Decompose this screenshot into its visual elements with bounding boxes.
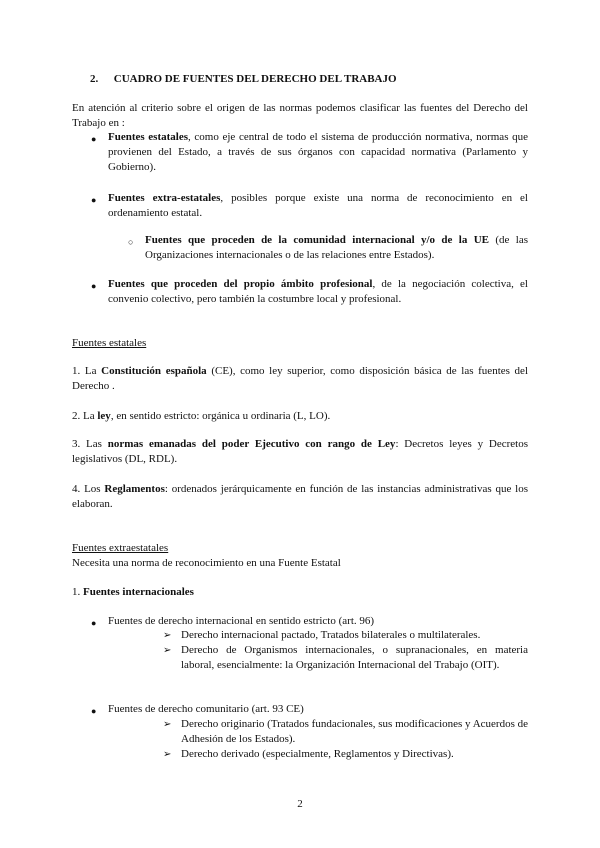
bullet-icon: ● (91, 706, 97, 716)
circle-bullet-icon: ○ (128, 237, 134, 247)
bullet-icon: ● (91, 618, 97, 628)
bullet-icon: ● (91, 281, 97, 291)
fuentes-extraestatales-subtitle: Necesita una norma de reconocimiento en una Fuente Estatal (72, 557, 341, 569)
bullet-text: (de las Organizaciones internacionales o de las relaciones entre Estados). (145, 234, 528, 261)
item-bold: Fuentes internacionales (83, 586, 194, 598)
sub-bullet-comunidad-internacional (145, 233, 528, 263)
bullet-fuentes-extra-estatales (108, 191, 528, 221)
arrow-bullet-icon: ➢ (163, 630, 172, 641)
bullet-fuentes-estatales (108, 130, 528, 175)
derecho-comunitario-bullet: Fuentes de derecho comunitario (art. 93 CE) (108, 703, 304, 715)
item-prefix: 3. Las (72, 438, 108, 450)
bullet-bold: Fuentes extra-estatales (108, 192, 221, 204)
section-heading (90, 72, 397, 87)
bullet-ambito-profesional (108, 277, 528, 307)
heading-number: 2. (90, 73, 99, 85)
fuentes-estatales-title: Fuentes estatales (72, 337, 147, 349)
bullet-bold: Fuentes que proceden de la comunidad internacional y/o de la UE (145, 234, 489, 246)
page-number: 2 (297, 798, 303, 810)
item-bold: Reglamentos (104, 483, 165, 495)
fuentes-extraestatales-title: Fuentes extraestatales (72, 542, 169, 554)
estatales-item-3 (72, 437, 528, 467)
item-bold: ley (97, 410, 111, 422)
bullet-icon: ● (91, 134, 97, 144)
item-text: (CE), como ley superior, como disposición básica de las fuentes del Derecho . (72, 365, 528, 392)
item-text: : ordenados jerárquicamente en función de las instancias administrativas que los elaboran. (72, 483, 528, 510)
estatales-item-4 (72, 482, 528, 512)
arrow-bullet-icon: ➢ (163, 719, 172, 730)
heading-title: CUADRO DE FUENTES DEL DERECHO DEL TRABAJO (113, 73, 397, 85)
item-prefix: 4. Los (72, 483, 105, 495)
bullet-text: , de la negociación colectiva, el convenio colectivo, pero también la costumbre local y profesional. (108, 278, 528, 305)
bullet-bold: Fuentes que proceden del propio ámbito profesional (108, 278, 373, 290)
item-prefix: 1. La (72, 365, 102, 377)
estatales-item-2 (72, 409, 528, 424)
derecho-com-item-2: Derecho derivado (especialmente, Reglamentos y Directivas). (181, 748, 454, 760)
bullet-text: , como eje central de todo el sistema de producción normativa, normas que provienen del Estado, a través de sus órganos con capacidad normativa (Parlamento y Gobierno). (108, 131, 528, 173)
bullet-text: , posibles porque existe una norma de reconocimiento en el ordenamiento estatal. (108, 192, 528, 219)
arrow-bullet-icon: ➢ (163, 645, 172, 656)
fuentes-internacionales-heading (72, 585, 194, 600)
intro-paragraph: En atención al criterio sobre el origen de las normas podemos clasificar las fuentes del Derecho del Trabajo en : (72, 102, 528, 129)
derecho-int-item-1: Derecho internacional pactado, Tratados bilaterales o multilaterales. (181, 629, 481, 641)
derecho-internacional-bullet: Fuentes de derecho internacional en sentido estricto (art. 96) (108, 615, 375, 627)
item-prefix: 1. (72, 586, 83, 598)
estatales-item-1 (72, 364, 528, 394)
derecho-int-item-2: Derecho de Organismos internacionales, o supranacionales, en materia laboral, esencialmente: la Organización Internacional del Trabajo (OIT). (181, 644, 528, 671)
item-prefix: 2. La (72, 410, 98, 422)
bullet-bold: Fuentes estatales (108, 131, 189, 143)
item-bold: normas emanadas del poder Ejecutivo con rango de Ley (107, 438, 396, 450)
item-text: : Decretos leyes y Decretos legislativos (DL, RDL). (72, 438, 529, 465)
arrow-bullet-icon: ➢ (163, 749, 172, 760)
derecho-com-item-1: Derecho originario (Tratados fundacionales, sus modificaciones y Acuerdos de Adhesión de los Estados). (181, 718, 528, 745)
item-text: , en sentido estricto: orgánica u ordinaria (L, LO). (110, 410, 331, 422)
bullet-icon: ● (91, 195, 97, 205)
item-bold: Constitución española (101, 365, 207, 377)
